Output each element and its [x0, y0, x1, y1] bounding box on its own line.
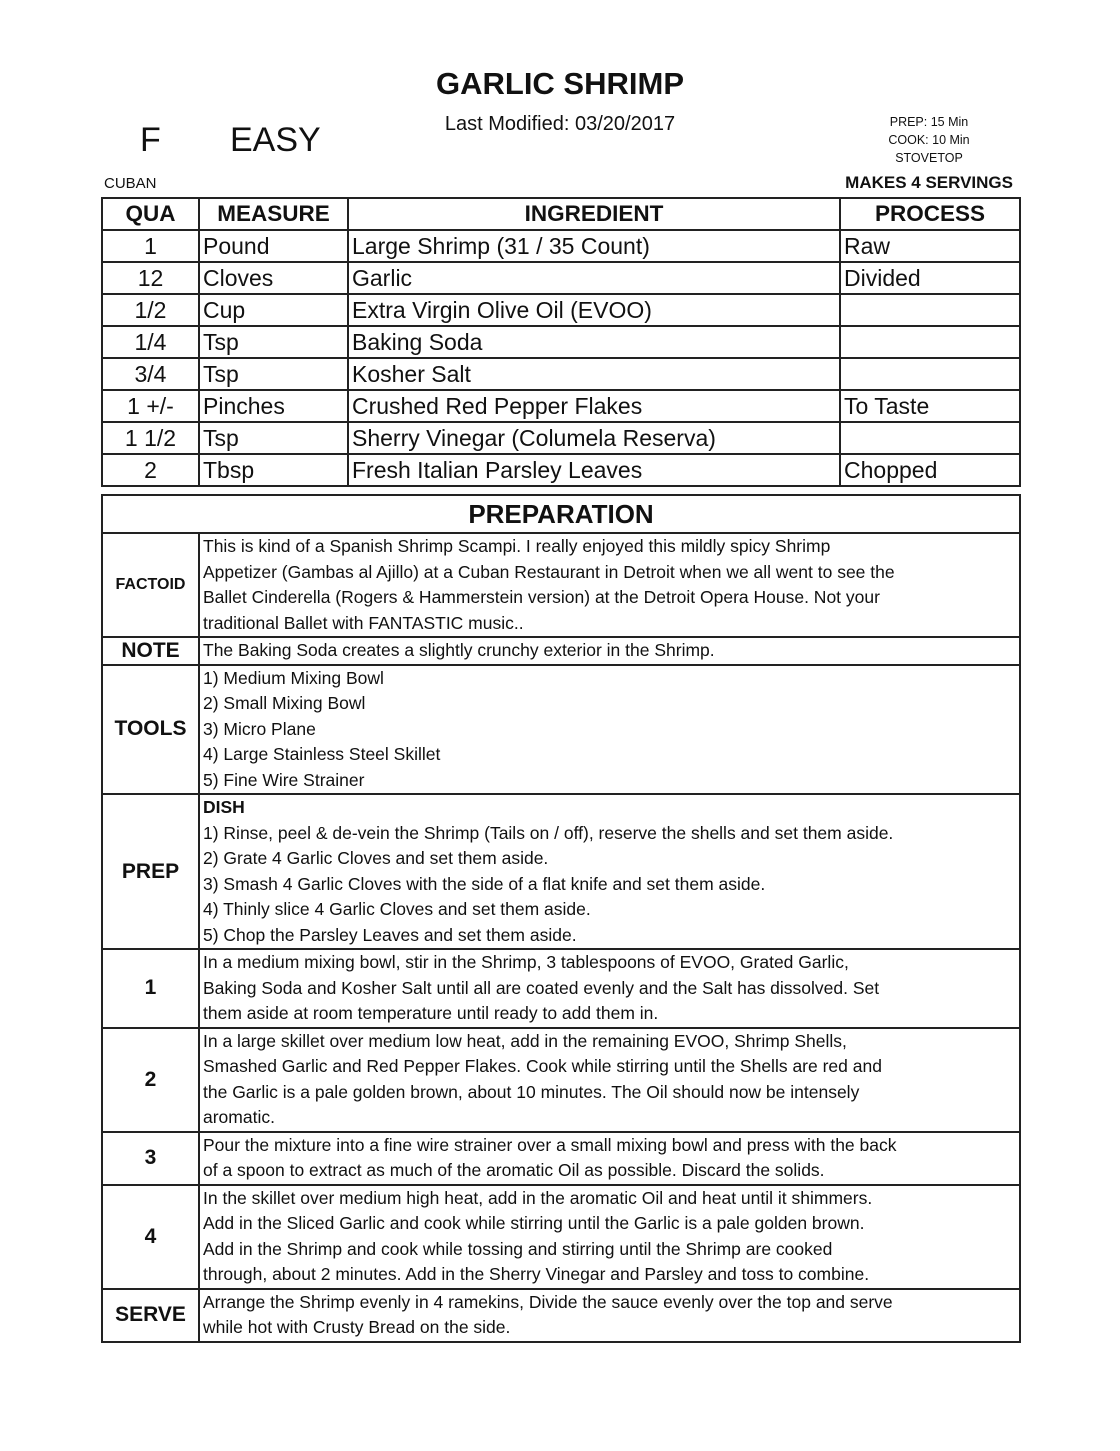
ingredient-process: Raw — [840, 230, 1020, 262]
ingredient-process — [840, 422, 1020, 454]
factoid-text — [199, 533, 1020, 637]
ingredient-process: Divided — [840, 262, 1020, 294]
prep-item: 1) Rinse, peel & de-vein the Shrimp (Tails on / off), reserve the shells and set them aside. — [203, 822, 894, 843]
serve-line: while hot with Crusty Bread on the side. — [203, 1317, 511, 1337]
ingredient-process — [840, 294, 1020, 326]
column-header-measure: MEASURE — [199, 198, 348, 230]
preparation-title: PREPARATION — [102, 495, 1020, 533]
time-info — [860, 113, 998, 167]
prep-item: 3) Smash 4 Garlic Cloves with the side of a flat knife and set them aside. — [203, 873, 766, 894]
ingredient-row — [102, 454, 1020, 486]
ingredient-qty: 1 +/- — [102, 390, 199, 422]
tool-item: 3) Micro Plane — [203, 718, 316, 739]
prep-row — [102, 794, 1020, 949]
prep-item: 4) Thinly slice 4 Garlic Cloves and set them aside. — [203, 899, 591, 919]
step-number: 4 — [102, 1185, 199, 1289]
tool-item: 2) Small Mixing Bowl — [203, 693, 366, 713]
cuisine-label: CUBAN — [104, 175, 157, 192]
ingredient-name: Kosher Salt — [348, 358, 840, 390]
serve-row — [102, 1289, 1020, 1342]
tools-label: TOOLS — [102, 665, 199, 795]
step-number: 3 — [102, 1132, 199, 1185]
serve-text — [199, 1289, 1020, 1342]
note-row — [102, 637, 1020, 665]
ingredients-table — [101, 197, 1021, 487]
ingredient-qty: 3/4 — [102, 358, 199, 390]
step-line: of a spoon to extract as much of the aromatic Oil as possible. Discard the solids. — [203, 1160, 825, 1180]
factoid-label: FACTOID — [102, 533, 199, 637]
column-header-qua: QUA — [102, 198, 199, 230]
ingredient-measure: Pound — [199, 230, 348, 262]
step-line: Add in the Sliced Garlic and cook while stirring until the Garlic is a pale golden brown. — [203, 1213, 865, 1233]
ingredient-process — [840, 326, 1020, 358]
step-line: Pour the mixture into a fine wire strainer over a small mixing bowl and press with the back — [203, 1134, 897, 1155]
ingredient-row — [102, 294, 1020, 326]
ingredient-name: Baking Soda — [348, 326, 840, 358]
serve-line: Arrange the Shrimp evenly in 4 ramekins, Divide the sauce evenly over the top and serve — [203, 1291, 893, 1312]
ingredient-name: Extra Virgin Olive Oil (EVOO) — [348, 294, 840, 326]
serve-label: SERVE — [102, 1289, 199, 1342]
last-modified: Last Modified: 03/20/2017 — [444, 113, 676, 135]
factoid-line: Appetizer (Gambas al Ajillo) at a Cuban Restaurant in Detroit when we all went to see the — [203, 561, 895, 582]
factoid-line: Ballet Cinderella (Rogers & Hammerstein version) at the Detroit Opera House. Not your — [203, 587, 880, 607]
step-line: Add in the Shrimp and cook while tossing and stirring until the Shrimp are cooked — [203, 1238, 833, 1259]
step-line: In the skillet over medium high heat, add in the aromatic Oil and heat until it shimmers. — [203, 1187, 873, 1208]
preparation-header-row — [102, 495, 1020, 533]
step-number: 2 — [102, 1028, 199, 1132]
rating-grade: F — [140, 121, 161, 159]
prep-time: PREP: 15 Min — [889, 115, 969, 129]
ingredient-qty: 1/4 — [102, 326, 199, 358]
ingredient-measure: Tsp — [199, 358, 348, 390]
ingredient-row — [102, 422, 1020, 454]
ingredient-measure: Tsp — [199, 422, 348, 454]
ingredient-row — [102, 262, 1020, 294]
ingredient-process: Chopped — [840, 454, 1020, 486]
ingredient-process — [840, 358, 1020, 390]
prep-item: 5) Chop the Parsley Leaves and set them aside. — [203, 924, 577, 945]
column-header-process: PROCESS — [840, 198, 1020, 230]
step-text — [199, 1028, 1020, 1132]
tools-list — [199, 665, 1020, 795]
step-text — [199, 949, 1020, 1028]
recipe-title: GARLIC SHRIMP — [436, 66, 684, 101]
step-row — [102, 949, 1020, 1028]
ingredient-qty: 1 — [102, 230, 199, 262]
step-line: In a medium mixing bowl, stir in the Shrimp, 3 tablespoons of EVOO, Grated Garlic, — [203, 952, 849, 972]
ingredient-measure: Cloves — [199, 262, 348, 294]
tool-item: 4) Large Stainless Steel Skillet — [203, 744, 441, 764]
column-header-ingredient: INGREDIENT — [348, 198, 840, 230]
prep-item: 2) Grate 4 Garlic Cloves and set them aside. — [203, 848, 549, 868]
step-line: Smashed Garlic and Red Pepper Flakes. Cook while stirring until the Shells are red and — [203, 1056, 882, 1076]
ingredient-process: To Taste — [840, 390, 1020, 422]
ingredient-measure: Tbsp — [199, 454, 348, 486]
step-line: Baking Soda and Kosher Salt until all are coated evenly and the Salt has dissolved. Set — [203, 977, 880, 998]
note-text: The Baking Soda creates a slightly crunchy exterior in the Shrimp. — [199, 637, 1020, 665]
ingredient-row — [102, 230, 1020, 262]
note-label: NOTE — [102, 637, 199, 665]
ingredient-name: Fresh Italian Parsley Leaves — [348, 454, 840, 486]
prep-subtitle: DISH — [203, 797, 245, 817]
servings-label: MAKES 4 SERVINGS — [845, 173, 1013, 192]
step-row — [102, 1028, 1020, 1132]
step-line: In a large skillet over medium low heat, add in the remaining EVOO, Shrimp Shells, — [203, 1030, 847, 1051]
ingredient-qty: 1 1/2 — [102, 422, 199, 454]
prep-label: PREP — [102, 794, 199, 949]
preparation-table — [101, 494, 1021, 1343]
difficulty-level: EASY — [230, 121, 321, 159]
ingredient-row — [102, 326, 1020, 358]
ingredient-name: Crushed Red Pepper Flakes — [348, 390, 840, 422]
ingredient-row — [102, 358, 1020, 390]
ingredient-name: Large Shrimp (31 / 35 Count) — [348, 230, 840, 262]
cooking-method: STOVETOP — [895, 151, 963, 165]
step-row — [102, 1185, 1020, 1289]
factoid-row — [102, 533, 1020, 637]
ingredient-qty: 2 — [102, 454, 199, 486]
ingredient-measure: Pinches — [199, 390, 348, 422]
tools-row — [102, 665, 1020, 795]
step-line: through, about 2 minutes. Add in the Sherry Vinegar and Parsley and toss to combine. — [203, 1264, 870, 1284]
step-text — [199, 1185, 1020, 1289]
tool-item: 1) Medium Mixing Bowl — [203, 667, 384, 688]
ingredient-name: Garlic — [348, 262, 840, 294]
step-line: the Garlic is a pale golden brown, about 10 minutes. The Oil should now be intensely — [203, 1081, 860, 1102]
step-text — [199, 1132, 1020, 1185]
ingredient-measure: Cup — [199, 294, 348, 326]
cook-time: COOK: 10 Min — [888, 133, 970, 147]
ingredient-row — [102, 390, 1020, 422]
prep-list — [199, 794, 1020, 949]
step-number: 1 — [102, 949, 199, 1028]
ingredient-name: Sherry Vinegar (Columela Reserva) — [348, 422, 840, 454]
ingredient-measure: Tsp — [199, 326, 348, 358]
step-row — [102, 1132, 1020, 1185]
ingredient-qty: 1/2 — [102, 294, 199, 326]
step-line: aromatic. — [203, 1107, 275, 1127]
tool-item: 5) Fine Wire Strainer — [203, 769, 365, 790]
ingredients-header-row — [102, 198, 1020, 230]
factoid-line: traditional Ballet with FANTASTIC music.. — [203, 612, 524, 633]
step-line: them aside at room temperature until ready to add them in. — [203, 1003, 659, 1023]
factoid-line: This is kind of a Spanish Shrimp Scampi. I really enjoyed this mildly spicy Shrimp — [203, 536, 831, 556]
ingredient-qty: 12 — [102, 262, 199, 294]
